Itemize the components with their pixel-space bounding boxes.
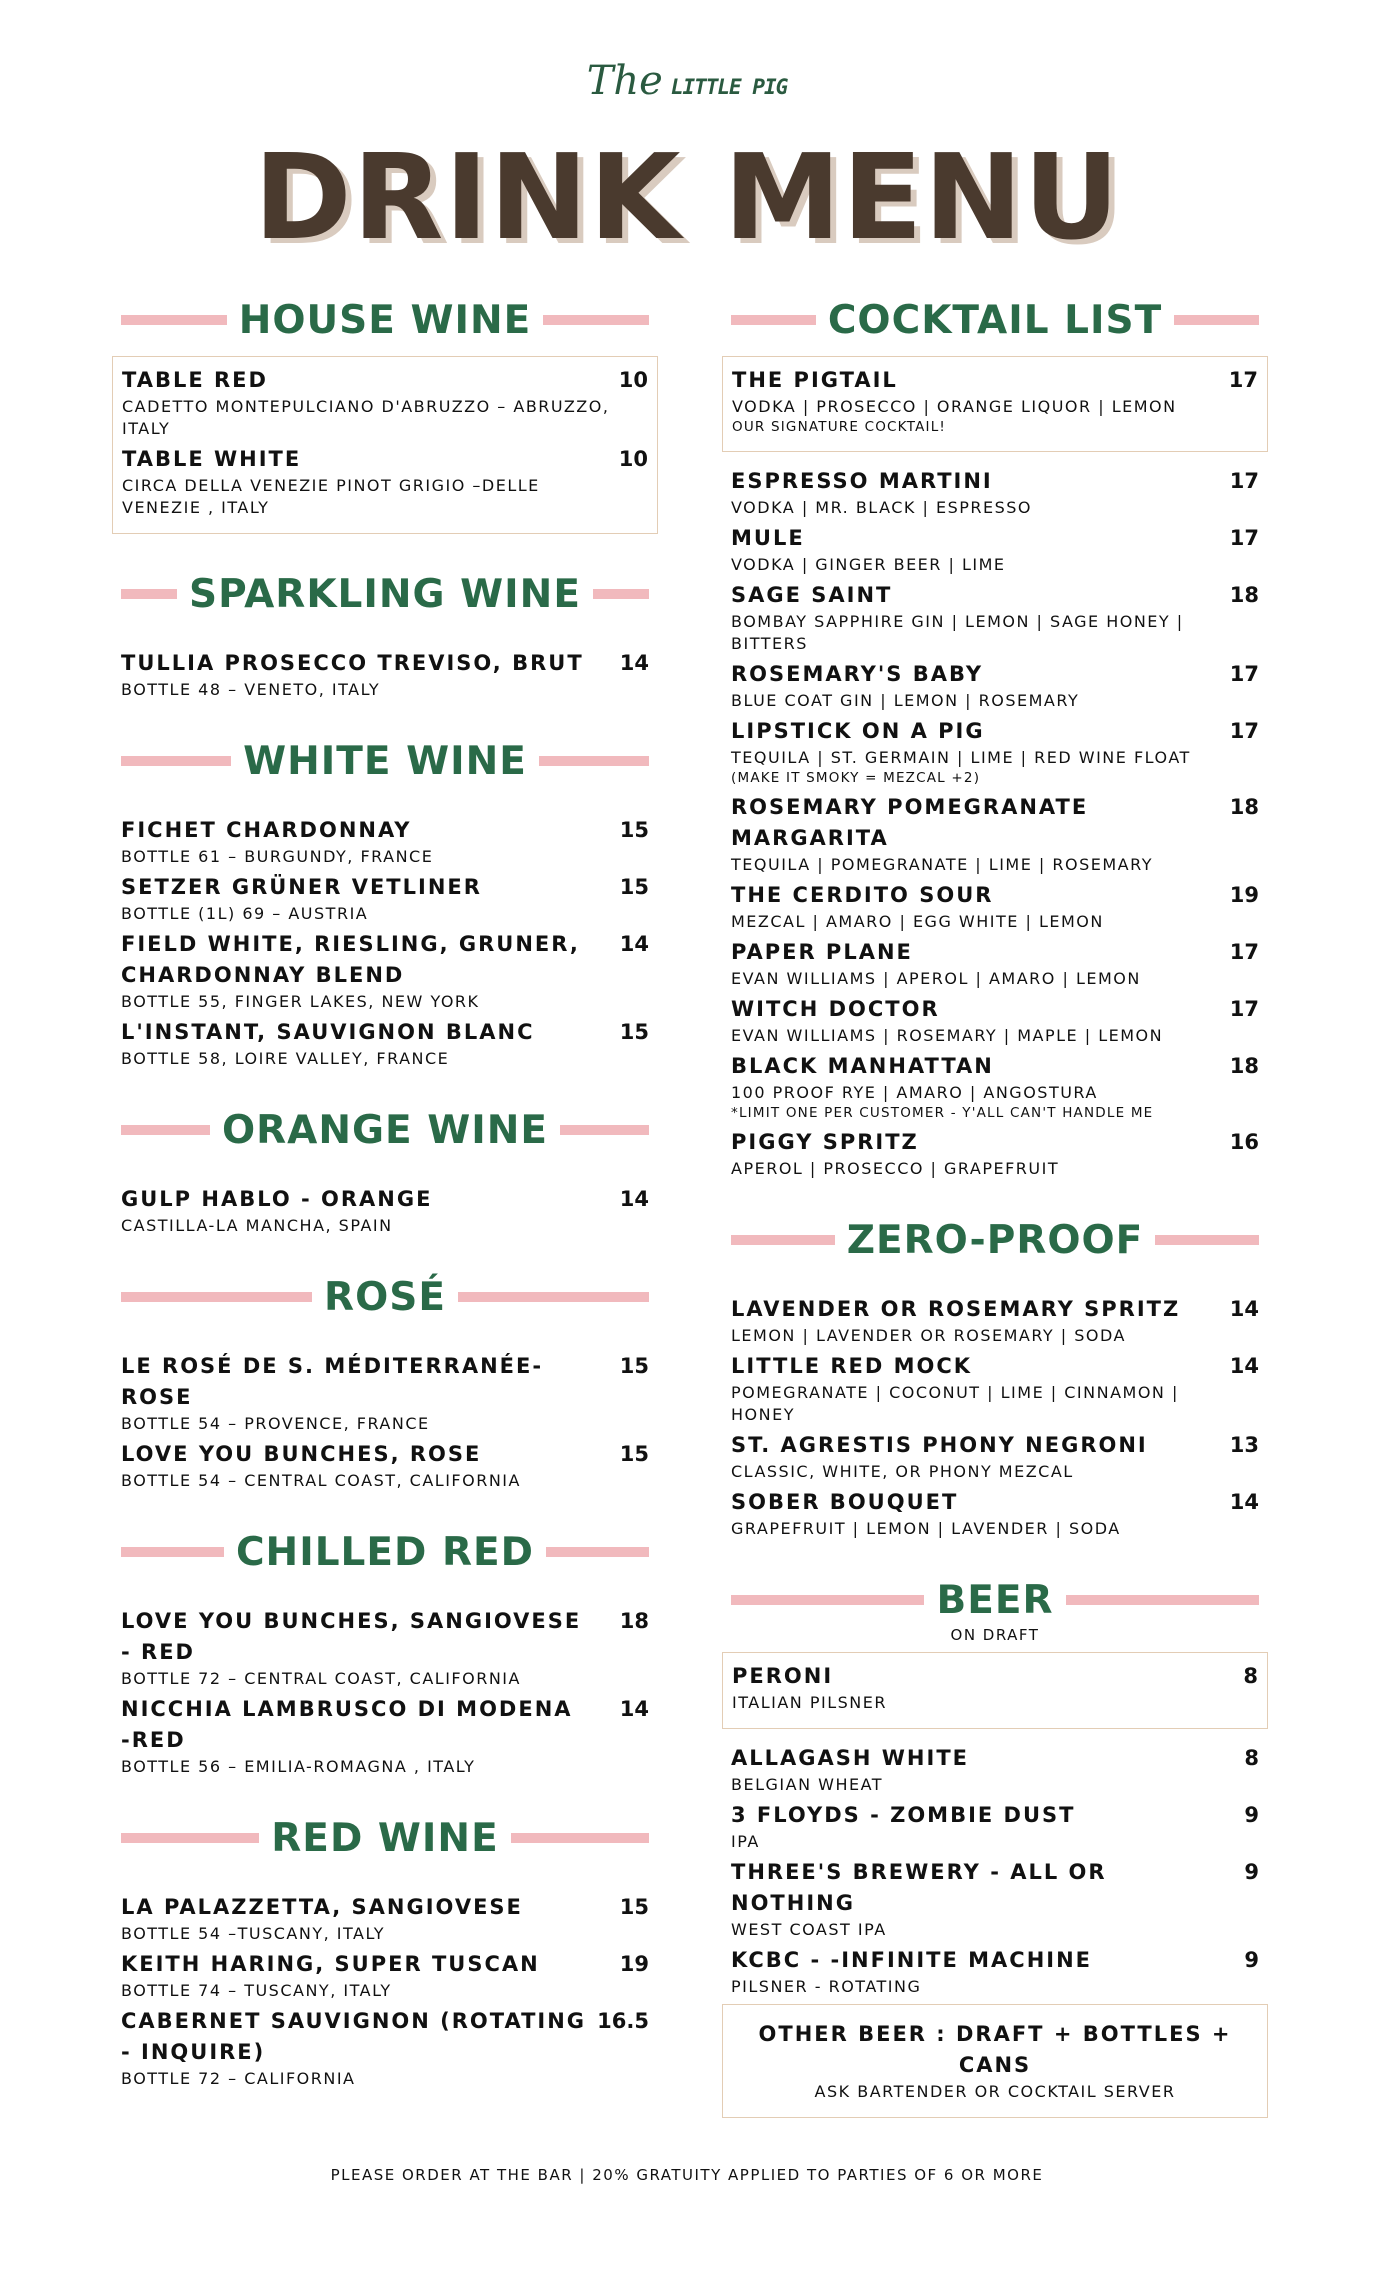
item-desc: TEQUILA | POMEGRANATE | LIME | ROSEMARY [731,855,1153,874]
divider [121,756,231,766]
menu-item [121,648,649,701]
menu-item [121,815,649,868]
item-desc: BOTTLE 54 – PROVENCE, FRANCE [121,1414,430,1433]
item-price: 18 [1229,1054,1259,1078]
item-desc: CLASSIC, WHITE, OR PHONY MEZCAL [731,1462,1074,1481]
item-desc: BOTTLE (1L) 69 – AUSTRIA [121,904,369,923]
item-desc: CASTILLA-LA MANCHA, SPAIN [121,1216,393,1235]
item-name: NICCHIA LAMBRUSCO DI MODENA -RED [121,1697,573,1752]
item-price: 16.5 [597,2009,649,2033]
divider [121,1547,224,1557]
item-name: LIPSTICK ON A PIG [731,719,985,743]
item-price: 17 [1229,469,1259,493]
section-title: BEER [936,1577,1054,1623]
item-price: 18 [619,1609,649,1633]
item-name: ALLAGASH WHITE [731,1746,969,1770]
divider [731,315,816,325]
red-wine-list [121,1892,649,2090]
item-price: 17 [1229,940,1259,964]
item-desc: BOTTLE 61 – BURGUNDY, FRANCE [121,847,434,866]
logo [0,28,1374,127]
page-title: DRINK MENU [253,128,1121,266]
item-price: 17 [1228,368,1258,392]
item-name: LITTLE RED MOCK [731,1354,973,1378]
item-desc: BOTTLE 55, FINGER LAKES, NEW YORK [121,992,480,1011]
item-desc: EVAN WILLIAMS | ROSEMARY | MAPLE | LEMON [731,1026,1164,1045]
item-price: 8 [1244,1746,1259,1770]
item-desc: GRAPEFRUIT | LEMON | LAVENDER | SODA [731,1519,1121,1538]
cocktail-list [731,466,1259,1180]
item-name: MULE [731,526,805,550]
right-column [731,290,1259,2118]
item-desc: 100 PROOF RYE | AMARO | ANGOSTURA [731,1083,1098,1102]
menu-item [731,466,1259,519]
item-name: ESPRESSO MARTINI [731,469,993,493]
item-desc: CIRCA DELLA VENEZIE PINOT GRIGIO –DELLE VENEZIE , ITALY [122,476,540,517]
item-note: (MAKE IT SMOKY = MEZCAL +2) [731,770,981,786]
menu-item [121,872,649,925]
item-name: THE PIGTAIL [732,368,898,392]
menu-item [121,1892,649,1945]
item-name: WITCH DOCTOR [731,997,940,1021]
other-beer-box [722,2004,1268,2118]
featured-beer-box [722,1652,1268,1729]
item-name: GULP HABLO - ORANGE [121,1187,433,1211]
item-desc: EVAN WILLIAMS | APEROL | AMARO | LEMON [731,969,1141,988]
item-price: 15 [619,1895,649,1919]
item-price: 9 [1244,1803,1259,1827]
section-title: COCKTAIL LIST [827,297,1163,343]
menu-item [731,1351,1259,1426]
item-desc: TEQUILA | ST. GERMAIN | LIME | RED WINE FLOAT [731,748,1191,767]
item-price: 15 [619,875,649,899]
sparkling-wine-list [121,648,649,701]
item-name: THREE'S BREWERY - ALL OR NOTHING [731,1860,1107,1915]
rose-list [121,1351,649,1492]
item-price: 15 [619,1020,649,1044]
menu-item [121,1184,649,1237]
item-price: 13 [1229,1433,1259,1457]
house-wine-box [112,356,658,534]
item-price: 18 [1229,583,1259,607]
menu-item [731,1127,1259,1180]
section-title: ROSÉ [324,1274,446,1320]
item-price: 17 [1229,719,1259,743]
item-desc: VODKA | PROSECCO | ORANGE LIQUOR | LEMON [732,397,1177,416]
item-desc: BOTTLE 72 – CENTRAL COAST, CALIFORNIA [121,1669,521,1688]
item-desc: BOTTLE 48 – VENETO, ITALY [121,680,381,699]
divider [121,589,177,599]
divider [458,1292,649,1302]
item-desc: LEMON | LAVENDER OR ROSEMARY | SODA [731,1326,1126,1345]
item-desc: BOTTLE 56 – EMILIA-ROMAGNA , ITALY [121,1757,476,1776]
item-name: LE ROSÉ DE S. MÉDITERRANÉE-ROSE [121,1354,544,1409]
divider [121,1292,312,1302]
item-price: 9 [1244,1948,1259,1972]
section-header-rose [121,1267,649,1327]
logo-the: The [586,58,663,104]
item-desc: VODKA | GINGER BEER | LIME [731,555,1006,574]
item-price: 14 [1229,1354,1259,1378]
menu-item [731,1430,1259,1483]
other-beer-desc: ASK BARTENDER OR COCKTAIL SERVER [814,2082,1176,2101]
item-name: TABLE RED [122,368,268,392]
menu-item [731,792,1259,876]
item-name: ST. AGRESTIS PHONY NEGRONI [731,1433,1148,1457]
white-wine-list [121,815,649,1070]
menu-item [731,659,1259,712]
item-name: PIGGY SPRITZ [731,1130,919,1154]
section-header-sparkling-wine [121,564,649,624]
item-name: ROSEMARY'S BABY [731,662,984,686]
zero-proof-list [731,1294,1259,1540]
menu-item [121,1439,649,1492]
item-note: *LIMIT ONE PER CUSTOMER - Y'ALL CAN'T HANDLE ME [731,1105,1154,1121]
item-desc: BLUE COAT GIN | LEMON | ROSEMARY [731,691,1080,710]
item-name: LOVE YOU BUNCHES, ROSE [121,1442,482,1466]
menu-item [731,1051,1259,1123]
item-desc: VODKA | MR. BLACK | ESPRESSO [731,498,1033,517]
logo-name: LITTLE PIG [670,75,788,99]
divider [121,1833,259,1843]
item-price: 17 [1229,526,1259,550]
item-name: L'INSTANT, SAUVIGNON BLANC [121,1020,535,1044]
item-desc: BOTTLE 58, LOIRE VALLEY, FRANCE [121,1049,450,1068]
section-subtitle: ON DRAFT [950,1626,1040,1644]
divider [560,1125,649,1135]
item-desc: BOTTLE 72 – CALIFORNIA [121,2069,356,2088]
menu-item [731,1743,1259,1796]
section-header-orange-wine [121,1100,649,1160]
item-desc: APEROL | PROSECCO | GRAPEFRUIT [731,1159,1060,1178]
item-desc: BELGIAN WHEAT [731,1775,884,1794]
chilled-red-list [121,1606,649,1778]
menu-item [121,1351,649,1435]
divider [121,315,227,325]
item-name: FIELD WHITE, RIESLING, GRUNER, CHARDONNAY BLEND [121,932,580,987]
item-name: KCBC - -INFINITE MACHINE [731,1948,1093,1972]
menu-item [122,444,648,519]
section-header-white-wine [121,731,649,791]
menu-item [732,365,1258,437]
menu-item [122,365,648,440]
item-desc: IPA [731,1832,760,1851]
item-name: CABERNET SAUVIGNON (ROTATING - INQUIRE) [121,2009,587,2064]
menu-item [121,1949,649,2002]
menu-item [731,1945,1259,1998]
menu-item [731,994,1259,1047]
item-price: 17 [1229,662,1259,686]
item-name: KEITH HARING, SUPER TUSCAN [121,1952,540,1976]
item-price: 14 [1229,1297,1259,1321]
menu-item [731,580,1259,655]
section-header-red-wine [121,1808,649,1868]
item-name: FICHET CHARDONNAY [121,818,412,842]
left-column [121,290,649,2094]
section-title: CHILLED RED [235,1529,535,1575]
section-title: SPARKLING WINE [189,571,581,617]
item-price: 19 [619,1952,649,1976]
menu-item [731,880,1259,933]
item-name: TABLE WHITE [122,447,302,471]
item-desc: BOTTLE 74 – TUSCANY, ITALY [121,1981,392,2000]
item-price: 17 [1229,997,1259,1021]
item-desc: BOTTLE 54 – CENTRAL COAST, CALIFORNIA [121,1471,521,1490]
section-title: RED WINE [271,1815,499,1861]
menu-item [121,929,649,1013]
menu-item [121,1694,649,1778]
menu-item [731,1857,1259,1941]
item-desc: PILSNER - ROTATING [731,1977,922,1996]
menu-item [121,1017,649,1070]
section-title: WHITE WINE [243,738,527,784]
item-price: 14 [1229,1490,1259,1514]
menu-item [731,523,1259,576]
footer-note: PLEASE ORDER AT THE BAR | 20% GRATUITY APPLIED TO PARTIES OF 6 OR MORE [330,2166,1044,2184]
menu-item [731,937,1259,990]
menu-item [731,1487,1259,1540]
menu-item [121,1606,649,1690]
orange-wine-list [121,1184,649,1237]
divider [546,1547,649,1557]
item-name: LAVENDER OR ROSEMARY SPRITZ [731,1297,1181,1321]
item-price: 19 [1229,883,1259,907]
section-header-beer [731,1570,1259,1630]
menu-item [731,1294,1259,1347]
section-title: ZERO-PROOF [846,1217,1144,1263]
item-price: 14 [619,1187,649,1211]
item-name: SETZER GRÜNER VETLINER [121,875,482,899]
section-header-chilled-red [121,1522,649,1582]
menu-item [731,716,1259,788]
menu-item [121,2006,649,2090]
item-name: THE CERDITO SOUR [731,883,994,907]
section-header-cocktail-list [731,290,1259,350]
item-price: 15 [619,1442,649,1466]
divider [1066,1595,1259,1605]
divider [593,589,649,599]
item-price: 8 [1243,1664,1258,1688]
menu-item [732,1661,1258,1714]
item-price: 15 [619,818,649,842]
item-name: 3 FLOYDS - ZOMBIE DUST [731,1803,1076,1827]
divider [731,1235,835,1245]
item-desc: BOMBAY SAPPHIRE GIN | LEMON | SAGE HONEY | BITTERS [731,612,1184,653]
item-name: LA PALAZZETTA, SANGIOVESE [121,1895,523,1919]
item-price: 18 [1229,795,1259,819]
divider [511,1833,649,1843]
divider [1174,315,1259,325]
item-name: PERONI [732,1664,834,1688]
item-name: BLACK MANHATTAN [731,1054,994,1078]
item-price: 14 [619,651,649,675]
item-price: 9 [1244,1860,1259,1884]
item-desc: BOTTLE 54 –TUSCANY, ITALY [121,1924,386,1943]
item-name: TULLIA PROSECCO TREVISO, BRUT [121,651,584,675]
item-name: PAPER PLANE [731,940,913,964]
divider [731,1595,924,1605]
item-name: LOVE YOU BUNCHES, SANGIOVESE - RED [121,1609,582,1664]
item-price: 10 [618,368,648,392]
item-note: OUR SIGNATURE COCKTAIL! [732,419,947,435]
item-desc: POMEGRANATE | COCONUT | LIME | CINNAMON | HONEY [731,1383,1179,1424]
section-header-house-wine [121,290,649,350]
signature-cocktail-box [722,356,1268,452]
section-title: HOUSE WINE [238,297,532,343]
item-desc: CADETTO MONTEPULCIANO D'ABRUZZO – ABRUZZO, ITALY [122,397,610,438]
other-beer-title: OTHER BEER : DRAFT + BOTTLES + CANS [758,2022,1232,2077]
divider [539,756,649,766]
divider [543,315,649,325]
divider [1155,1235,1259,1245]
menu-item [731,1800,1259,1853]
item-name: SOBER BOUQUET [731,1490,959,1514]
section-title: ORANGE WINE [221,1107,549,1153]
item-price: 16 [1229,1130,1259,1154]
item-price: 14 [619,932,649,956]
item-desc: MEZCAL | AMARO | EGG WHITE | LEMON [731,912,1104,931]
item-price: 10 [618,447,648,471]
beer-list [731,1743,1259,1998]
section-header-zero-proof [731,1210,1259,1270]
item-name: ROSEMARY POMEGRANATE MARGARITA [731,795,1089,850]
divider [121,1125,210,1135]
item-desc: WEST COAST IPA [731,1920,887,1939]
item-price: 14 [619,1697,649,1721]
item-desc: ITALIAN PILSNER [732,1693,887,1712]
item-name: SAGE SAINT [731,583,893,607]
item-price: 15 [619,1354,649,1378]
